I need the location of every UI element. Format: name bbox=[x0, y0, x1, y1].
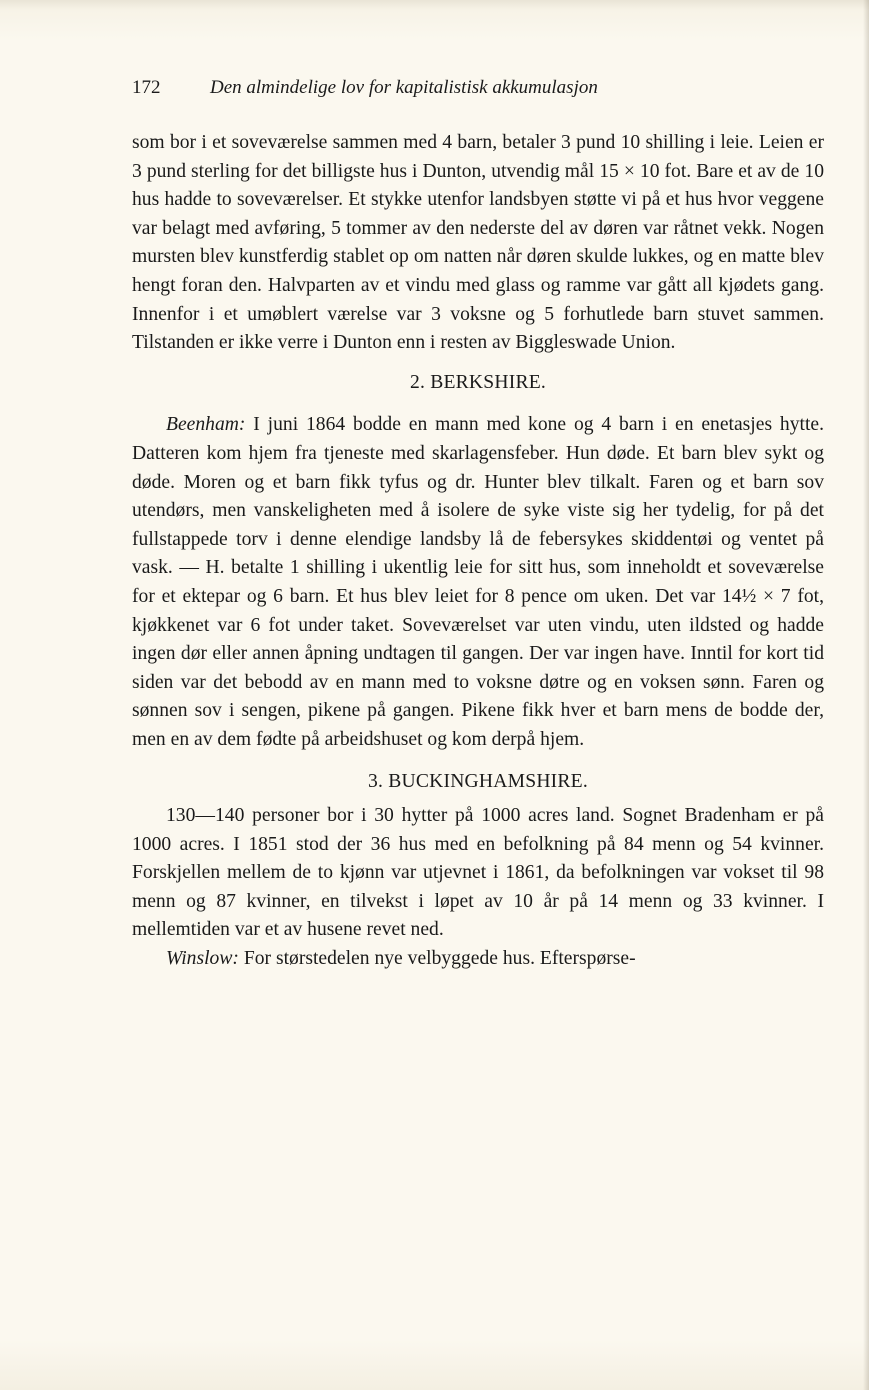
paragraph-winslow-text: For størstedelen nye velbyggede hus. Efterspørse- bbox=[238, 948, 636, 970]
section-heading-berkshire: 2. BERKSHIRE. bbox=[410, 371, 546, 393]
paragraph-dunton: som bor i et soveværelse sammen med 4 barn, betaler 3 pund 10 shilling i leie. Leien er 3 pund sterling for det billigste hus i Dunton, utvendig mål 15 × 10 fot. Bare et av de 10 hus hadde to soveværelser. Et stykke utenfor landsbyen støtte vi på et hus hvor veggene var belagt med avføring, 5 tommer av den nederste del av døren var råtnet vekk. Nogen mursten blev kunstferdig stablet op om natten når døren skulde lukkes, og en matte blev hengt foran den. Halvparten av et vindu med glass og ramme var gått all kjødets gang. Innenfor i et umøblert værelse var 3 voksne og 5 forhutlede barn stuvet sammen. Tilstanden er ikke verre i Dunton enn i resten av Biggleswade Union. bbox=[132, 132, 824, 354]
paragraph-bradenham: 130—140 personer bor i 30 hytter på 1000 acres land. Sognet Bradenham er på 1000 acres. I 1851 stod der 36 hus med en befolkning på 84 menn og 54 kvinner. Forskjellen mellem de to kjønn var utjevnet i 1861, da befolkningen var vokset til 98 menn og 87 kvinner, en tilvekst i løpet av 10 år på 14 menn og 33 kvinner. I mellemtiden var et av husene revet ned. bbox=[132, 805, 824, 941]
page-header bbox=[132, 72, 772, 104]
page-body bbox=[132, 129, 824, 974]
place-name-beenham: Beenham: bbox=[166, 414, 246, 436]
place-name-winslow: Winslow: bbox=[166, 948, 239, 970]
page-edge-shadow bbox=[863, 0, 869, 1390]
running-title: Den almindelige lov for kapitalistisk akkumulasjon bbox=[210, 77, 598, 98]
page-number: 172 bbox=[132, 77, 161, 98]
paragraph-beenham-text: I juni 1864 bodde en mann med kone og 4 barn i en enetasjes hytte. Datteren kom hjem fra tjeneste med skarlagensfeber. Hun døde. Et barn blev sykt og døde. Moren og et barn fikk tyfus og dr. Hunter blev tilkalt. Faren og et barn sov utendørs, men vanskeligheten med å isolere de syke viste sig her tydelig, for på det fullstappede torv i denne elendige landsby lå de febersykes skiddentøi og ventet på vask. — H. betalte 1 shilling i ukentlig leie for sitt hus, som inneholdt et soveværelse for et ektepar og 6 barn. Et hus blev leiet for 8 pence om uken. Det var 14½ × 7 fot, kjøkkenet var 6 fot under taket. Soveværelset var uten vindu, uten ildsted og hadde ingen dør eller annen åpning undtagen til gangen. Der var ingen have. Inntil for kort tid siden var det bebodd av en mann med to voksne døtre og en voksen sønn. Faren og sønnen sov i sengen, pikene på gangen. Pikene fikk hver et barn mens de bodde der, men en av dem fødte på arbeidshuset og kom derpå hjem. bbox=[132, 414, 824, 750]
paragraph-beenham bbox=[132, 411, 824, 754]
paragraph-winslow bbox=[132, 945, 824, 974]
section-heading-buckinghamshire: 3. BUCKINGHAMSHIRE. bbox=[368, 771, 588, 793]
